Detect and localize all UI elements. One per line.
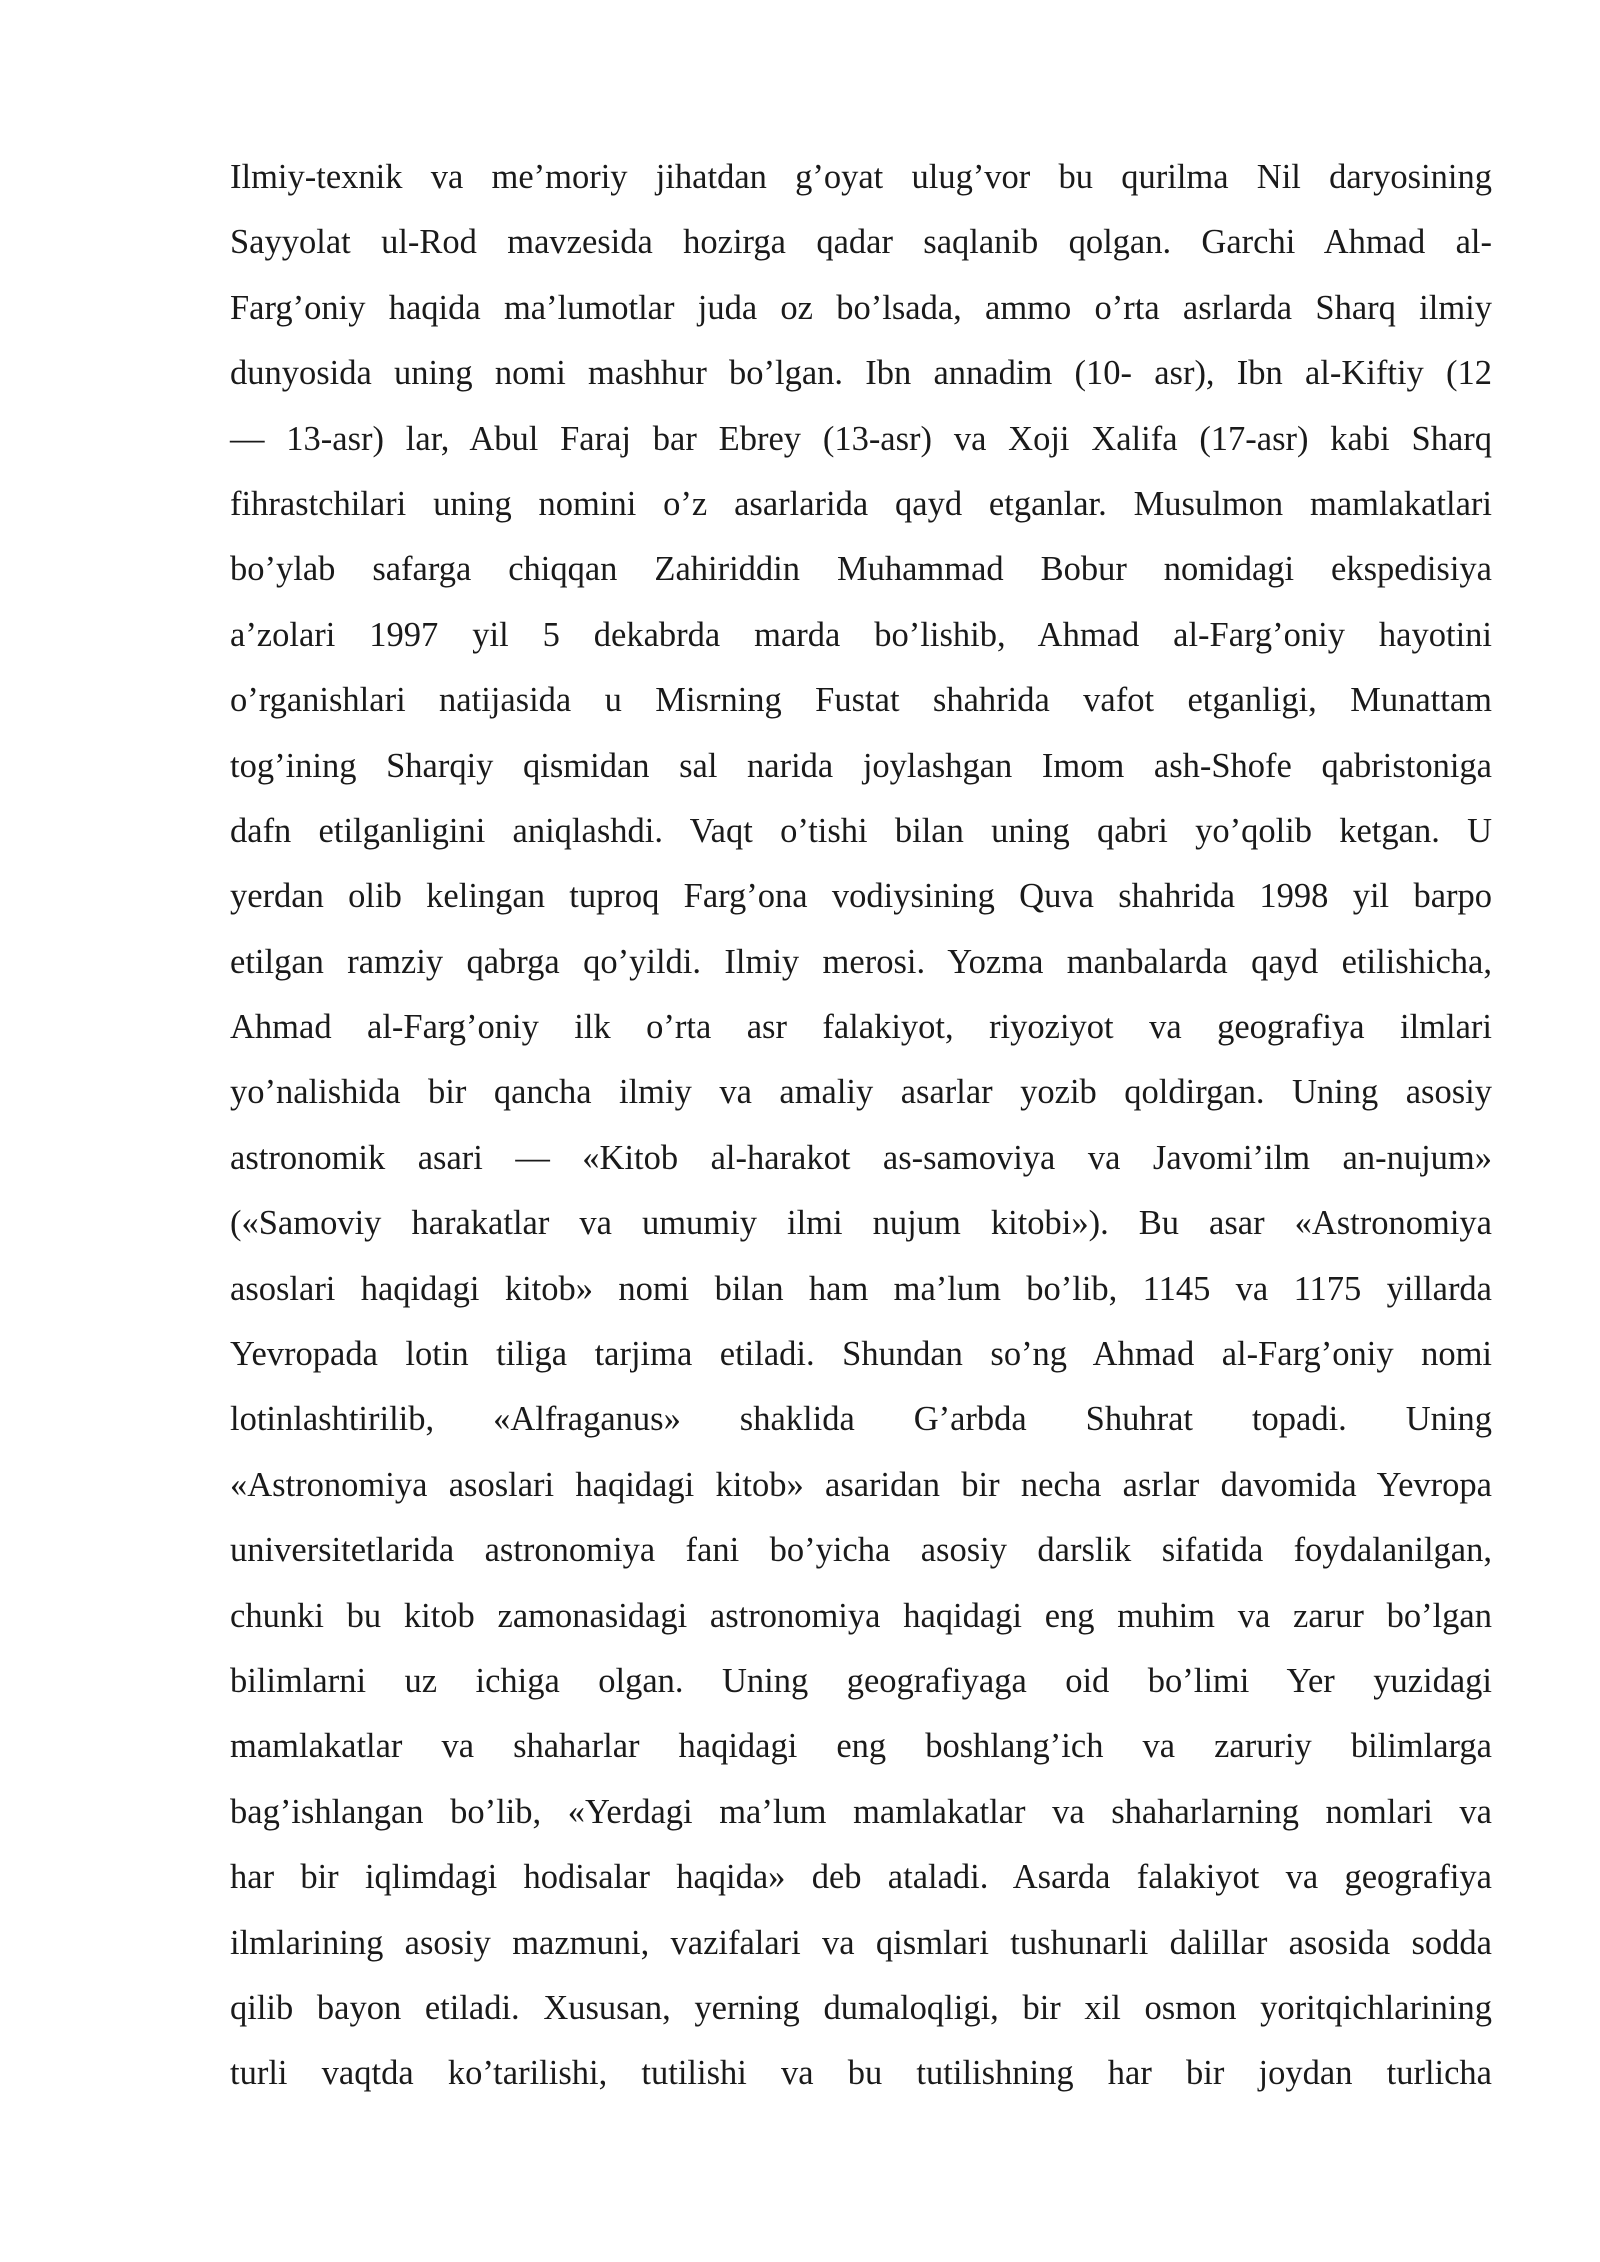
text-line: dafn etilganligini aniqlashdi. Vaqt o’tishi bilan uning qabri yo’qolib ketgan. U (230, 811, 1492, 850)
text-line: «Astronomiya asoslari haqidagi kitob» asaridan bir necha asrlar davomida Yevropa (230, 1465, 1492, 1504)
text-line: bilimlarni uz ichiga olgan. Uning geografiyaga oid bo’limi Yer yuzidagi (230, 1661, 1492, 1700)
text-line: astronomik asari — «Kitob al-harakot as-samoviya va Javomi’ilm an-nujum» (230, 1138, 1492, 1177)
text-line: bag’ishlangan bo’lib, «Yerdagi ma’lum mamlakatlar va shaharlarning nomlari va (230, 1792, 1492, 1831)
text-line: qilib bayon etiladi. Xususan, yerning dumaloqligi, bir xil osmon yoritqichlarining (230, 1988, 1492, 2027)
text-line: lotinlashtirilib, «Alfraganus» shaklida G’arbda Shuhrat topadi. Uning (230, 1400, 1492, 1439)
text-line: har bir iqlimdagi hodisalar haqida» deb ataladi. Asarda falakiyot va geografiya (230, 1858, 1492, 1897)
text-line: etilgan ramziy qabrga qo’yildi. Ilmiy merosi. Yozma manbalarda qayd etilishicha, (230, 942, 1492, 981)
text-line: Farg’oniy haqida ma’lumotlar juda oz bo’lsada, ammo o’rta asrlarda Sharq ilmiy (230, 288, 1492, 327)
text-line: Sayyolat ul-Rod mavzesida hozirga qadar saqlanib qolgan. Garchi Ahmad al- (230, 223, 1492, 262)
text-line: turli vaqtda ko’tarilishi, tutilishi va bu tutilishning har bir joydan turlicha (230, 2054, 1492, 2093)
text-line: yo’nalishida bir qancha ilmiy va amaliy asarlar yozib qoldirgan. Uning asosiy (230, 1073, 1492, 1112)
text-line: Ahmad al-Farg’oniy ilk o’rta asr falakiyot, riyoziyot va geografiya ilmlari (230, 1008, 1492, 1047)
text-line: mamlakatlar va shaharlar haqidagi eng boshlang’ich va zaruriy bilimlarga (230, 1727, 1492, 1766)
text-line: a’zolari 1997 yil 5 dekabrda marda bo’lishib, Ahmad al-Farg’oniy hayotini (230, 615, 1492, 654)
text-line: universitetlarida astronomiya fani bo’yicha asosiy darslik sifatida foydalanilgan, (230, 1531, 1492, 1570)
text-line: chunki bu kitob zamonasidagi astronomiya haqidagi eng muhim va zarur bo’lgan (230, 1596, 1492, 1635)
text-line: tog’ining Sharqiy qismidan sal narida joylashgan Imom ash-Shofe qabristoniga (230, 746, 1492, 785)
text-line: fihrastchilari uning nomini o’z asarlarida qayd etganlar. Musulmon mamlakatlari (230, 484, 1492, 523)
text-line: dunyosida uning nomi mashhur bo’lgan. Ibn annadim (10- asr), Ibn al-Kiftiy (12 (230, 354, 1492, 393)
body-text (230, 145, 1492, 2107)
text-line: («Samoviy harakatlar va umumiy ilmi nujum kitobi»). Bu asar «Astronomiya (230, 1204, 1492, 1243)
text-line: — 13-asr) lar, Abul Faraj bar Ebrey (13-asr) va Xoji Xalifa (17-asr) kabi Sharq (230, 419, 1492, 458)
text-line: ilmlarining asosiy mazmuni, vazifalari va qismlari tushunarli dalillar asosida sodda (230, 1923, 1492, 1962)
text-line: Yevropada lotin tiliga tarjima etiladi. Shundan so’ng Ahmad al-Farg’oniy nomi (230, 1335, 1492, 1374)
text-line: yerdan olib kelingan tuproq Farg’ona vodiysining Quva shahrida 1998 yil barpo (230, 877, 1492, 916)
text-line: Ilmiy-texnik va me’moriy jihatdan g’oyat ulug’vor bu qurilma Nil daryosining (230, 158, 1492, 196)
text-line: bo’ylab safarga chiqqan Zahiriddin Muhammad Bobur nomidagi ekspedisiya (230, 550, 1492, 589)
text-line: o’rganishlari natijasida u Misrning Fustat shahrida vafot etganligi, Munattam (230, 681, 1492, 720)
text-line: asoslari haqidagi kitob» nomi bilan ham ma’lum bo’lib, 1145 va 1175 yillarda (230, 1269, 1492, 1308)
